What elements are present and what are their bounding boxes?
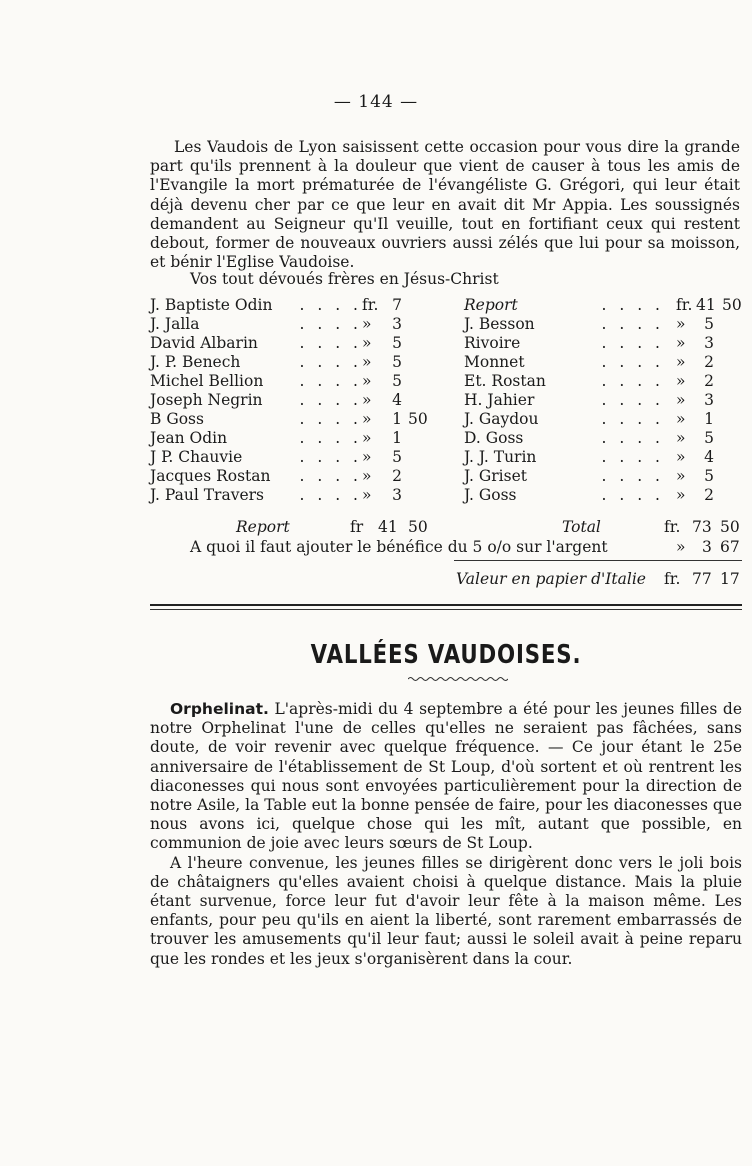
currency-mark: » xyxy=(676,334,686,352)
total-ct: 50 xyxy=(720,518,740,536)
signature-line: Vos tout dévoués frères en Jésus-Christ xyxy=(190,270,499,288)
section-divider-top xyxy=(150,604,742,606)
amount-francs: 5 xyxy=(704,467,714,485)
amount-centimes: 50 xyxy=(408,410,428,428)
donor-name: J. Baptiste Odin xyxy=(150,296,273,314)
leader-dots: . . . . xyxy=(299,334,362,352)
report-left-label: Report xyxy=(236,518,290,536)
donor-name: Joseph Negrin xyxy=(150,391,263,409)
donation-row xyxy=(464,296,742,315)
orphelinat-section xyxy=(150,700,742,969)
leader-dots: . . . . xyxy=(299,467,362,485)
orphelinat-heading: Orphelinat. xyxy=(170,700,269,718)
leader-dots: . . . . xyxy=(601,334,664,352)
currency-mark: » xyxy=(362,372,372,390)
donation-row xyxy=(464,372,742,391)
donor-name: J. Paul Travers xyxy=(150,486,264,504)
leader-dots: . . . . xyxy=(299,448,362,466)
currency-mark: » xyxy=(676,353,686,371)
amount-francs: 2 xyxy=(704,372,714,390)
amount-centimes: 50 xyxy=(722,296,742,314)
currency-mark: » xyxy=(362,448,372,466)
leader-dots: . . . . xyxy=(299,391,362,409)
amount-francs: 5 xyxy=(392,372,402,390)
valeur-fr: 77 xyxy=(692,570,712,588)
intro-paragraph: Les Vaudois de Lyon saisissent cette occasion pour vous dire la grande part qu'ils prennent à la douleur que vient de causer à tous les amis de l'Evangile la mort prématurée de l'évangéliste G. Grégori, qui leur était déjà devenu cher par ce que leur en avait dit Mr Appia. Les soussignés demandent au Seigneur qu'Il veuille, tout en fortifiant ceux qui restent debout, former de nouveaux ouvriers aussi zélés que lui pour sa moisson, et bénir l'Eglise Vaudoise. xyxy=(150,138,740,272)
donor-name: Michel Bellion xyxy=(150,372,264,390)
currency-mark: » xyxy=(676,315,686,333)
donor-name: J. Besson xyxy=(464,315,535,333)
donation-row xyxy=(150,448,440,467)
donor-name: J P. Chauvie xyxy=(150,448,243,466)
total-label: Total xyxy=(562,518,601,536)
leader-dots: . . . . xyxy=(601,372,664,390)
donation-row xyxy=(464,467,742,486)
leader-dots: . . . . xyxy=(299,372,362,390)
donor-list-right xyxy=(464,296,742,505)
currency-mark: » xyxy=(362,467,372,485)
donor-name: J. Griset xyxy=(464,467,527,485)
amount-francs: 5 xyxy=(392,353,402,371)
leader-dots: . . . . xyxy=(601,486,664,504)
currency-mark: » xyxy=(676,410,686,428)
valeur-label: Valeur en papier d'Italie xyxy=(456,570,646,588)
valeur-ct: 17 xyxy=(720,570,740,588)
currency-mark: » xyxy=(676,486,686,504)
donation-row xyxy=(150,296,440,315)
amount-francs: 2 xyxy=(704,353,714,371)
leader-dots: . . . . xyxy=(299,296,362,314)
donor-name: J. Goss xyxy=(464,486,517,504)
amount-francs: 2 xyxy=(392,467,402,485)
currency-mark: » xyxy=(362,486,372,504)
currency-mark: » xyxy=(362,429,372,447)
amount-francs: 3 xyxy=(704,334,714,352)
amount-francs: 2 xyxy=(704,486,714,504)
sum-rule xyxy=(454,560,742,561)
title-ornament xyxy=(408,676,508,682)
benefice-fr: 3 xyxy=(702,538,712,556)
amount-francs: 3 xyxy=(392,486,402,504)
leader-dots: . . . . xyxy=(601,448,664,466)
leader-dots: . . . . xyxy=(299,429,362,447)
donor-name: David Albarin xyxy=(150,334,258,352)
donor-name: Et. Rostan xyxy=(464,372,546,390)
report-left-ct: 50 xyxy=(408,518,428,536)
leader-dots: . . . . xyxy=(299,315,362,333)
benefice-ct: 67 xyxy=(720,538,740,556)
amount-francs: 5 xyxy=(704,315,714,333)
donation-row xyxy=(464,429,742,448)
amount-francs: 1 xyxy=(704,410,714,428)
section-divider-bottom xyxy=(150,609,742,610)
leader-dots: . . . . xyxy=(601,391,664,409)
amount-francs: 3 xyxy=(392,315,402,333)
donation-row xyxy=(150,410,440,429)
currency-mark: » xyxy=(676,467,686,485)
currency-mark: » xyxy=(362,410,372,428)
currency-mark: » xyxy=(676,372,686,390)
donation-row xyxy=(464,353,742,372)
orphelinat-paragraph-2: A l'heure convenue, les jeunes filles se dirigèrent donc vers le joli bois de châtaigners qu'elles avaient choisi à quelque distance. Mais la pluie étant survenue, force leur fut d'avoir leur fête à la maison même. Les enfants, pour peu qu'ils en aient la liberté, sont rarement embarrassés de trouver les amusements qu'il leur faut; aussi le soleil avait à peine reparu que les rondes et les jeux s'organisèrent dans la cour. xyxy=(150,853,742,968)
amount-francs: 41 xyxy=(696,296,716,314)
donation-row xyxy=(464,486,742,505)
amount-francs: 3 xyxy=(704,391,714,409)
leader-dots: . . . . xyxy=(601,410,664,428)
currency-mark: » xyxy=(362,315,372,333)
total-fr: 73 xyxy=(692,518,712,536)
leader-dots: . . . . xyxy=(299,353,362,371)
leader-dots: . . . . xyxy=(299,410,362,428)
currency-mark: » xyxy=(676,429,686,447)
donation-row xyxy=(464,391,742,410)
donor-name: J. Jalla xyxy=(150,315,200,333)
leader-dots: . . . . xyxy=(299,486,362,504)
currency-mark: » xyxy=(362,353,372,371)
donation-row xyxy=(150,429,440,448)
leader-dots: . . . . xyxy=(601,315,664,333)
leader-dots: . . . . xyxy=(601,296,664,314)
report-left-fr: 41 xyxy=(378,518,398,536)
amount-francs: 4 xyxy=(704,448,714,466)
total-mark: fr. xyxy=(664,518,681,536)
donor-name: Jacques Rostan xyxy=(150,467,271,485)
donor-name: B Goss xyxy=(150,410,204,428)
amount-francs: 4 xyxy=(392,391,402,409)
donation-row xyxy=(150,467,440,486)
amount-francs: 1 xyxy=(392,429,402,447)
leader-dots: . . . . xyxy=(601,353,664,371)
donor-name: Report xyxy=(464,296,518,314)
valeur-mark: fr. xyxy=(664,570,681,588)
currency-mark: fr. xyxy=(362,296,379,314)
orphelinat-paragraph-1: L'après-midi du 4 septembre a été pour les jeunes filles de notre Orphelinat l'une de celles qu'elles ne seraient pas fâchées, sans doute, de voir revenir avec quelque fréquence. — Ce jour étant le 25e anniversaire de l'établissement de St Loup, d'où sortent et où rentrent les diaconesses qui nous sont envoyées particulièrement pour la direction de notre Asile, la Table eut la bonne pensée de faire, pour les diaconesses que nous avons ici, quelque chose qui les mît, autant que possible, en communion de joie avec leurs sœurs de St Loup. xyxy=(150,700,742,853)
donation-row xyxy=(464,315,742,334)
donor-name: Rivoire xyxy=(464,334,521,352)
donor-name: Monnet xyxy=(464,353,525,371)
donor-name: Jean Odin xyxy=(150,429,228,447)
donation-row xyxy=(150,334,440,353)
report-left-mark: fr xyxy=(350,518,364,536)
currency-mark: » xyxy=(676,448,686,466)
currency-mark: » xyxy=(676,391,686,409)
amount-francs: 5 xyxy=(392,334,402,352)
donor-name: J. Gaydou xyxy=(464,410,539,428)
donation-row xyxy=(464,448,742,467)
donation-row xyxy=(464,410,742,429)
donation-row xyxy=(150,353,440,372)
donation-row xyxy=(150,486,440,505)
donor-name: H. Jahier xyxy=(464,391,535,409)
amount-francs: 5 xyxy=(392,448,402,466)
amount-francs: 7 xyxy=(392,296,402,314)
page-number: — 144 — xyxy=(333,92,419,112)
currency-mark: fr. xyxy=(676,296,693,314)
amount-francs: 5 xyxy=(704,429,714,447)
currency-mark: » xyxy=(362,391,372,409)
currency-mark: » xyxy=(362,334,372,352)
amount-francs: 1 xyxy=(392,410,402,428)
leader-dots: . . . . xyxy=(601,429,664,447)
donation-row xyxy=(150,315,440,334)
benefice-text: A quoi il faut ajouter le bénéfice du 5 o/o sur l'argent xyxy=(190,538,608,556)
donation-row xyxy=(150,391,440,410)
section-title: VALLÉES VAUDOISES. xyxy=(310,640,582,670)
donor-name: J. J. Turin xyxy=(464,448,537,466)
donation-row xyxy=(150,372,440,391)
donor-name: J. P. Benech xyxy=(150,353,241,371)
donor-name: D. Goss xyxy=(464,429,524,447)
leader-dots: . . . . xyxy=(601,467,664,485)
donor-list-left xyxy=(150,296,440,505)
donation-row xyxy=(464,334,742,353)
benefice-mark: » xyxy=(676,538,686,556)
